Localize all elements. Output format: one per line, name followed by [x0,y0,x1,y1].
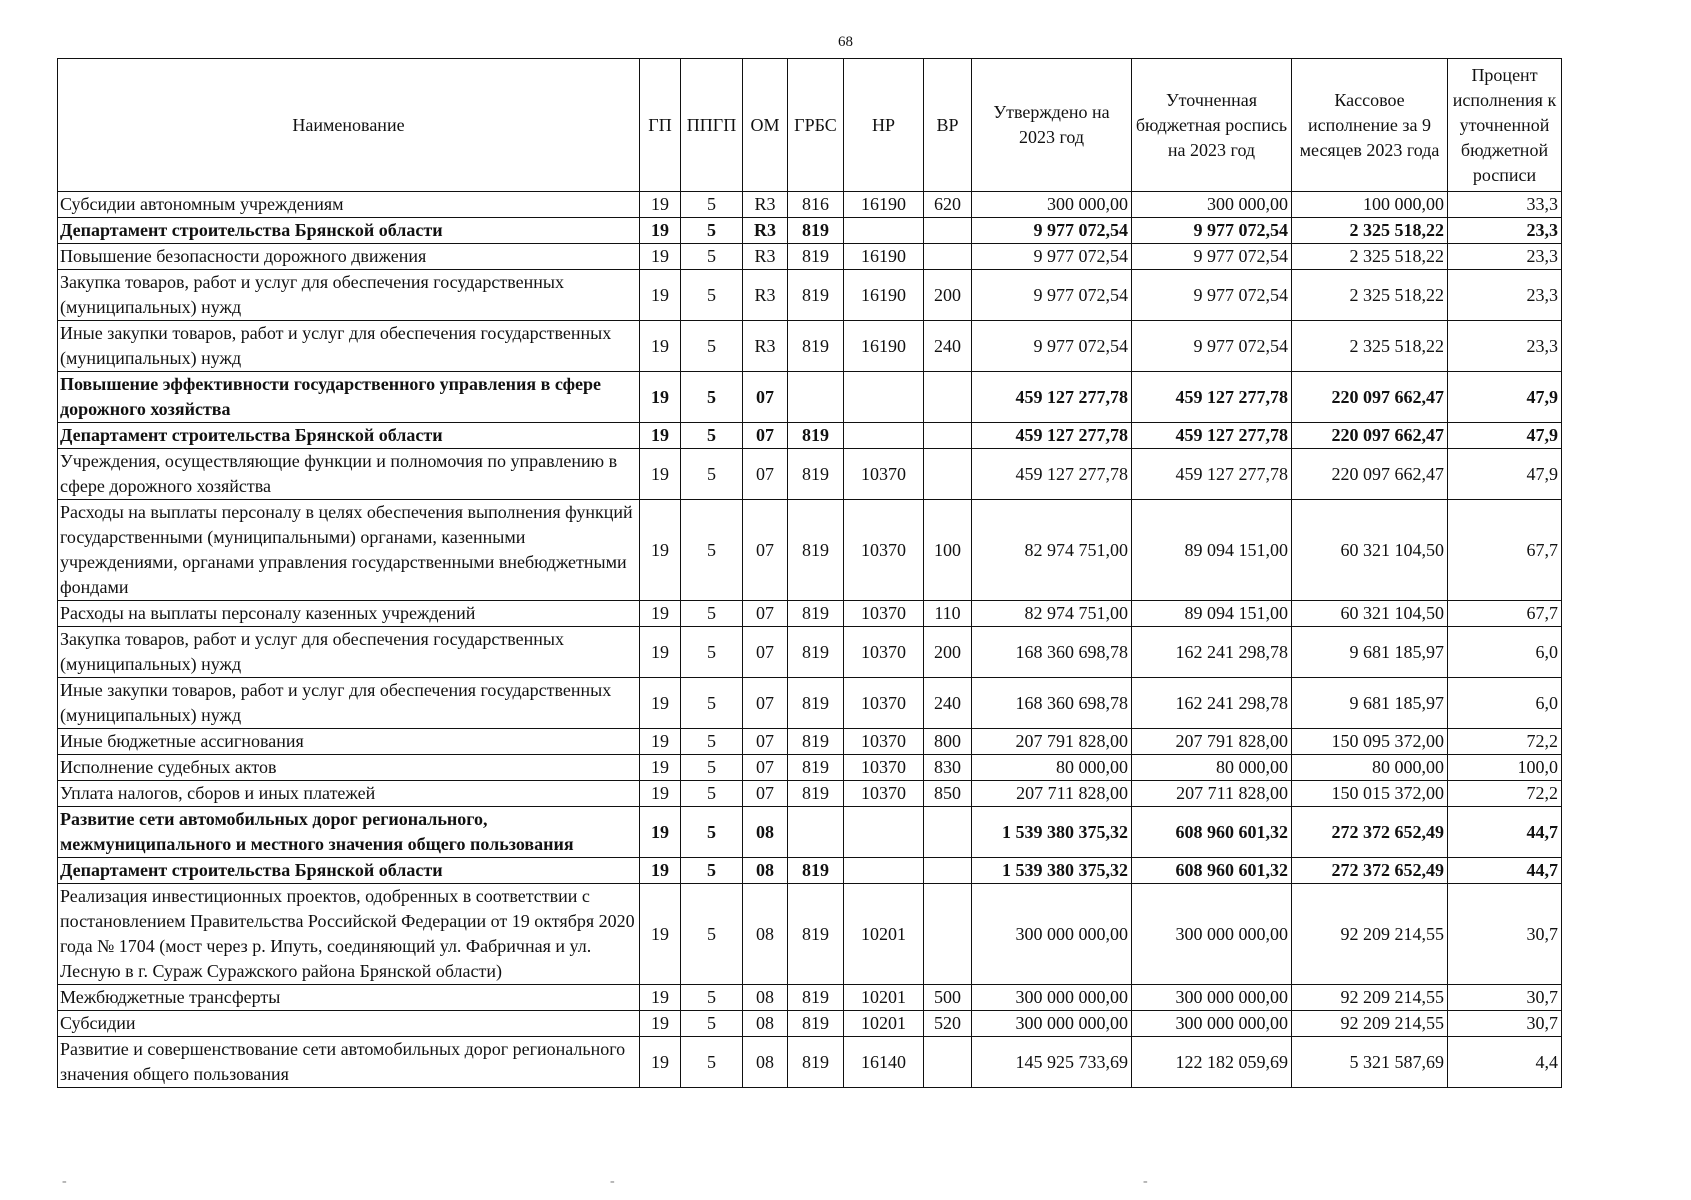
cell-ppgp: 5 [681,218,743,244]
cell-name: Департамент строительства Брянской области [58,858,640,884]
cell-om: R3 [743,321,788,372]
cell-percent: 47,9 [1448,372,1562,423]
table-row [58,858,1562,884]
cell-grbs: 819 [788,884,844,985]
cell-cash: 5 321 587,69 [1292,1037,1448,1088]
header-percent: Процент исполнения к уточненной бюджетной росписи [1448,59,1562,192]
cell-vr: 520 [924,1011,972,1037]
cell-cash: 92 209 214,55 [1292,985,1448,1011]
cell-approved: 82 974 751,00 [972,601,1132,627]
cell-om: R3 [743,244,788,270]
cell-grbs: 819 [788,985,844,1011]
cell-vr [924,1037,972,1088]
cell-vr [924,858,972,884]
cell-cash: 2 325 518,22 [1292,270,1448,321]
cell-ppgp: 5 [681,627,743,678]
cell-cash: 272 372 652,49 [1292,807,1448,858]
table-row [58,500,1562,601]
table-row [58,449,1562,500]
cell-grbs: 819 [788,321,844,372]
cell-gp: 19 [640,218,681,244]
cell-vr [924,807,972,858]
cell-vr: 240 [924,678,972,729]
table-row [58,807,1562,858]
cell-percent: 6,0 [1448,678,1562,729]
cell-nr [844,372,924,423]
header-refined: Уточненная бюджетная роспись на 2023 год [1132,59,1292,192]
cell-nr: 10201 [844,884,924,985]
cell-refined: 207 791 828,00 [1132,729,1292,755]
table-row [58,423,1562,449]
cell-vr [924,372,972,423]
cell-percent: 44,7 [1448,858,1562,884]
cell-ppgp: 5 [681,244,743,270]
cell-vr: 620 [924,192,972,218]
table-row [58,755,1562,781]
cell-ppgp: 5 [681,755,743,781]
cell-name: Повышение безопасности дорожного движения [58,244,640,270]
cell-cash: 220 097 662,47 [1292,449,1448,500]
cell-nr [844,423,924,449]
cell-nr [844,858,924,884]
cell-cash: 9 681 185,97 [1292,627,1448,678]
cell-nr [844,218,924,244]
table-row [58,729,1562,755]
header-cash: Кассовое исполнение за 9 месяцев 2023 года [1292,59,1448,192]
cell-approved: 459 127 277,78 [972,372,1132,423]
cell-ppgp: 5 [681,601,743,627]
cell-grbs [788,372,844,423]
cell-percent: 30,7 [1448,985,1562,1011]
cell-ppgp: 5 [681,500,743,601]
cell-nr: 10370 [844,601,924,627]
table-row [58,372,1562,423]
table-row [58,1037,1562,1088]
cell-vr [924,218,972,244]
cell-grbs: 819 [788,449,844,500]
cell-gp: 19 [640,1037,681,1088]
cell-nr: 10370 [844,781,924,807]
cell-vr: 200 [924,627,972,678]
cell-name: Уплата налогов, сборов и иных платежей [58,781,640,807]
cell-vr: 240 [924,321,972,372]
cell-refined: 300 000 000,00 [1132,985,1292,1011]
cell-vr [924,244,972,270]
cell-approved: 1 539 380 375,32 [972,858,1132,884]
cell-nr: 16190 [844,244,924,270]
cell-grbs: 819 [788,729,844,755]
cell-om: 07 [743,449,788,500]
cell-approved: 300 000 000,00 [972,884,1132,985]
cell-grbs [788,807,844,858]
cell-vr: 200 [924,270,972,321]
cell-approved: 80 000,00 [972,755,1132,781]
cell-gp: 19 [640,729,681,755]
cell-om: 08 [743,1011,788,1037]
cell-approved: 300 000 000,00 [972,1011,1132,1037]
cell-name: Развитие сети автомобильных дорог регионального, межмуниципального и местного значения общего пользования [58,807,640,858]
table-row [58,270,1562,321]
cell-nr [844,807,924,858]
cell-grbs: 819 [788,755,844,781]
cell-refined: 207 711 828,00 [1132,781,1292,807]
cell-refined: 9 977 072,54 [1132,218,1292,244]
cell-gp: 19 [640,244,681,270]
cell-refined: 608 960 601,32 [1132,807,1292,858]
cell-cash: 9 681 185,97 [1292,678,1448,729]
cell-ppgp: 5 [681,884,743,985]
cell-nr: 10370 [844,627,924,678]
cell-vr: 100 [924,500,972,601]
cell-approved: 207 791 828,00 [972,729,1132,755]
cell-om: 07 [743,627,788,678]
cell-cash: 80 000,00 [1292,755,1448,781]
cell-ppgp: 5 [681,1011,743,1037]
cell-om: 07 [743,729,788,755]
cell-nr: 10370 [844,678,924,729]
cell-om: 07 [743,372,788,423]
header-name: Наименование [58,59,640,192]
cell-om: R3 [743,192,788,218]
cell-gp: 19 [640,884,681,985]
cell-ppgp: 5 [681,1037,743,1088]
cell-cash: 60 321 104,50 [1292,500,1448,601]
cell-ppgp: 5 [681,372,743,423]
cell-gp: 19 [640,858,681,884]
cell-approved: 459 127 277,78 [972,449,1132,500]
cell-vr: 830 [924,755,972,781]
cell-percent: 4,4 [1448,1037,1562,1088]
cell-nr: 16190 [844,321,924,372]
cell-percent: 23,3 [1448,218,1562,244]
cell-refined: 459 127 277,78 [1132,423,1292,449]
cell-gp: 19 [640,627,681,678]
cell-name: Расходы на выплаты персоналу казенных учреждений [58,601,640,627]
cell-gp: 19 [640,678,681,729]
cell-percent: 6,0 [1448,627,1562,678]
header-gp: ГП [640,59,681,192]
cell-percent: 100,0 [1448,755,1562,781]
cell-name: Закупка товаров, работ и услуг для обеспечения государственных (муниципальных) нужд [58,627,640,678]
table-row [58,985,1562,1011]
cell-nr: 10370 [844,500,924,601]
cell-percent: 72,2 [1448,781,1562,807]
cell-approved: 300 000 000,00 [972,985,1132,1011]
cell-approved: 1 539 380 375,32 [972,807,1132,858]
table-row [58,781,1562,807]
cell-nr: 16190 [844,192,924,218]
cell-om: 07 [743,755,788,781]
cell-ppgp: 5 [681,729,743,755]
cell-name: Субсидии автономным учреждениям [58,192,640,218]
cell-percent: 23,3 [1448,244,1562,270]
table-row [58,218,1562,244]
cell-om: 08 [743,858,788,884]
table-row [58,1011,1562,1037]
cell-cash: 92 209 214,55 [1292,884,1448,985]
cell-name: Закупка товаров, работ и услуг для обеспечения государственных (муниципальных) нужд [58,270,640,321]
cell-gp: 19 [640,500,681,601]
cell-percent: 67,7 [1448,601,1562,627]
cell-cash: 2 325 518,22 [1292,244,1448,270]
cell-cash: 150 095 372,00 [1292,729,1448,755]
cell-om: 07 [743,500,788,601]
cell-om: 07 [743,601,788,627]
table-row [58,678,1562,729]
cell-name: Департамент строительства Брянской области [58,423,640,449]
cell-om: 08 [743,884,788,985]
cell-vr: 110 [924,601,972,627]
cell-grbs: 819 [788,1037,844,1088]
cell-grbs: 819 [788,500,844,601]
cell-name: Иные закупки товаров, работ и услуг для обеспечения государственных (муниципальных) нужд [58,678,640,729]
cell-percent: 67,7 [1448,500,1562,601]
cell-om: 07 [743,781,788,807]
cell-cash: 220 097 662,47 [1292,423,1448,449]
cell-gp: 19 [640,985,681,1011]
cell-name: Учреждения, осуществляющие функции и полномочия по управлению в сфере дорожного хозяйства [58,449,640,500]
cell-nr: 10370 [844,449,924,500]
cell-approved: 82 974 751,00 [972,500,1132,601]
cell-percent: 47,9 [1448,423,1562,449]
cell-refined: 300 000 000,00 [1132,884,1292,985]
cell-om: 07 [743,423,788,449]
cell-vr: 800 [924,729,972,755]
cell-refined: 89 094 151,00 [1132,500,1292,601]
cell-approved: 9 977 072,54 [972,244,1132,270]
cell-approved: 168 360 698,78 [972,627,1132,678]
cell-refined: 89 094 151,00 [1132,601,1292,627]
cell-refined: 162 241 298,78 [1132,627,1292,678]
cell-refined: 459 127 277,78 [1132,449,1292,500]
cell-refined: 459 127 277,78 [1132,372,1292,423]
cell-gp: 19 [640,807,681,858]
cell-cash: 92 209 214,55 [1292,1011,1448,1037]
cell-ppgp: 5 [681,270,743,321]
cell-percent: 30,7 [1448,884,1562,985]
cell-om: R3 [743,270,788,321]
table-row [58,601,1562,627]
cell-gp: 19 [640,449,681,500]
cell-gp: 19 [640,270,681,321]
cell-refined: 608 960 601,32 [1132,858,1292,884]
table-row [58,627,1562,678]
cell-cash: 2 325 518,22 [1292,218,1448,244]
cell-name: Реализация инвестиционных проектов, одобренных в соответствии с постановлением Правительства Российской Федерации от 19 октября 2020 года № 1704 (мост через р. Ипуть, соединяющий ул. Фабричная и ул. Лесную в г. Сураж Суражского района Брянской области) [58,884,640,985]
cell-name: Исполнение судебных актов [58,755,640,781]
cell-nr: 10370 [844,755,924,781]
cell-name: Субсидии [58,1011,640,1037]
cell-ppgp: 5 [681,449,743,500]
cell-ppgp: 5 [681,781,743,807]
cell-cash: 220 097 662,47 [1292,372,1448,423]
cell-vr: 500 [924,985,972,1011]
cell-cash: 272 372 652,49 [1292,858,1448,884]
cell-grbs: 819 [788,678,844,729]
cell-grbs: 819 [788,423,844,449]
header-om: ОМ [743,59,788,192]
cell-approved: 9 977 072,54 [972,270,1132,321]
cell-vr [924,449,972,500]
cell-approved: 9 977 072,54 [972,321,1132,372]
cell-gp: 19 [640,423,681,449]
cell-gp: 19 [640,192,681,218]
cell-grbs: 819 [788,270,844,321]
cell-cash: 100 000,00 [1292,192,1448,218]
cell-vr [924,423,972,449]
cell-percent: 44,7 [1448,807,1562,858]
cell-om: 07 [743,678,788,729]
cell-om: 08 [743,807,788,858]
cell-gp: 19 [640,321,681,372]
cell-approved: 168 360 698,78 [972,678,1132,729]
cell-approved: 207 711 828,00 [972,781,1132,807]
cell-refined: 122 182 059,69 [1132,1037,1292,1088]
cell-gp: 19 [640,601,681,627]
cell-grbs: 819 [788,601,844,627]
cell-refined: 9 977 072,54 [1132,244,1292,270]
table-header-row [58,59,1562,192]
table-row [58,192,1562,218]
page-number: 68 [838,34,853,50]
cell-grbs: 819 [788,858,844,884]
header-approved: Утверждено на 2023 год [972,59,1132,192]
cell-refined: 80 000,00 [1132,755,1292,781]
cell-approved: 459 127 277,78 [972,423,1132,449]
cell-vr [924,884,972,985]
cell-nr: 10370 [844,729,924,755]
cell-grbs: 819 [788,627,844,678]
cell-nr: 10201 [844,985,924,1011]
cell-nr: 16190 [844,270,924,321]
cell-ppgp: 5 [681,807,743,858]
cell-name: Межбюджетные трансферты [58,985,640,1011]
cell-vr: 850 [924,781,972,807]
cell-cash: 60 321 104,50 [1292,601,1448,627]
header-grbs: ГРБС [788,59,844,192]
header-nr: НР [844,59,924,192]
cell-ppgp: 5 [681,192,743,218]
cell-percent: 30,7 [1448,1011,1562,1037]
cell-cash: 2 325 518,22 [1292,321,1448,372]
cell-grbs: 819 [788,1011,844,1037]
table-row [58,244,1562,270]
cell-ppgp: 5 [681,678,743,729]
cell-gp: 19 [640,781,681,807]
cell-om: R3 [743,218,788,244]
cell-grbs: 819 [788,218,844,244]
cell-refined: 162 241 298,78 [1132,678,1292,729]
cell-gp: 19 [640,755,681,781]
cell-gp: 19 [640,1011,681,1037]
budget-table [57,58,1562,1088]
cell-approved: 145 925 733,69 [972,1037,1132,1088]
cell-name: Развитие и совершенствование сети автомобильных дорог регионального значения общего пользования [58,1037,640,1088]
cell-om: 08 [743,985,788,1011]
cell-grbs: 816 [788,192,844,218]
cell-refined: 9 977 072,54 [1132,321,1292,372]
table-row [58,321,1562,372]
cell-refined: 300 000 000,00 [1132,1011,1292,1037]
cell-percent: 23,3 [1448,321,1562,372]
cell-grbs: 819 [788,781,844,807]
cell-nr: 10201 [844,1011,924,1037]
cell-approved: 9 977 072,54 [972,218,1132,244]
cell-percent: 33,3 [1448,192,1562,218]
cell-name: Расходы на выплаты персоналу в целях обеспечения выполнения функций государственными (муниципальными) органами, казенными учреждениями, органами управления государственными внебюджетными фондами [58,500,640,601]
cell-gp: 19 [640,372,681,423]
cell-nr: 16140 [844,1037,924,1088]
cell-name: Иные бюджетные ассигнования [58,729,640,755]
cell-refined: 9 977 072,54 [1132,270,1292,321]
cell-ppgp: 5 [681,985,743,1011]
header-vr: ВР [924,59,972,192]
cell-ppgp: 5 [681,321,743,372]
table-row [58,884,1562,985]
cell-ppgp: 5 [681,858,743,884]
cell-name: Иные закупки товаров, работ и услуг для обеспечения государственных (муниципальных) нужд [58,321,640,372]
header-ppgp: ППГП [681,59,743,192]
cell-percent: 72,2 [1448,729,1562,755]
cell-name: Повышение эффективности государственного управления в сфере дорожного хозяйства [58,372,640,423]
cell-percent: 47,9 [1448,449,1562,500]
cell-approved: 300 000,00 [972,192,1132,218]
cell-cash: 150 015 372,00 [1292,781,1448,807]
cell-ppgp: 5 [681,423,743,449]
table-body [58,192,1562,1088]
cell-percent: 23,3 [1448,270,1562,321]
cell-refined: 300 000,00 [1132,192,1292,218]
cell-name: Департамент строительства Брянской области [58,218,640,244]
cell-grbs: 819 [788,244,844,270]
cell-om: 08 [743,1037,788,1088]
